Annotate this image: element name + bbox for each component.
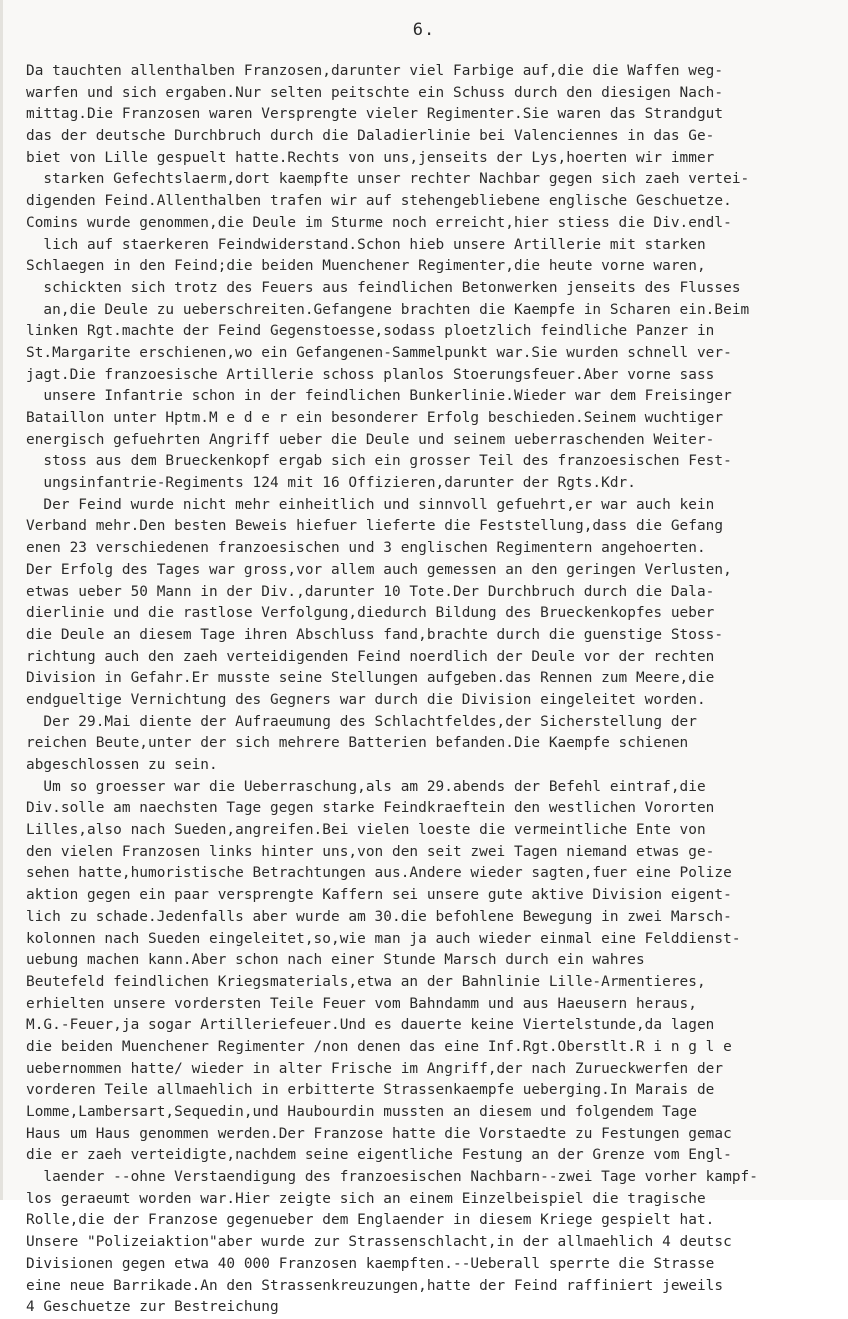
text-line: linken Rgt.machte der Feind Gegenstoesse,sodass ploetzlich feindliche Panzer in [26,323,715,340]
text-line: digenden Feind.Allenthalben trafen wir auf stehengebliebene englische Geschuetze. [26,193,732,210]
text-line: lich zu schade.Jedenfalls aber wurde am 30.die befohlene Bewegung in zwei Marsch- [26,908,732,925]
text-line: lich auf staerkeren Feindwiderstand.Schon hieb unsere Artillerie mit starken [26,236,706,253]
text-line: sehen hatte,humoristische Betrachtungen aus.Andere wieder sagten,fuer eine Polize [26,865,732,882]
text-line: enen 23 verschiedenen franzoesischen und 3 englischen Regimentern angehoerten. [26,540,706,557]
text-line: Verband mehr.Den besten Beweis hiefuer lieferte die Feststellung,dass die Gefang [26,518,724,535]
text-line: die beiden Muenchener Regimenter /non denen das eine Inf.Rgt.Oberstlt.R i n g l e [26,1038,732,1055]
text-line: mittag.Die Franzosen waren Versprengte vieler Regimenter.Sie waren das Strandgut [26,106,724,123]
text-line: richtung auch den zaeh verteidigenden Feind noerdlich der Deule vor der rechten [26,648,715,665]
text-line: abgeschlossen zu sein. [26,757,218,773]
text-line: uebernommen hatte/ wieder in alter Frische im Angriff,der nach Zurueckwerfen der [26,1060,724,1077]
scan-edge-shadow [0,0,3,1200]
text-line: eine neue Barrikade.An den Strassenkreuzungen,hatte der Feind raffiniert jeweils [26,1277,724,1294]
text-line: Lomme,Lambersart,Sequedin,und Haubourdin mussten an diesem und folgendem Tage [26,1104,697,1120]
text-line: warfen und sich ergaben.Nur selten peitschte ein Schuss durch den diesigen Nach- [26,84,724,101]
text-line: an,die Deule zu ueberschreiten.Gefangene brachten die Kaempfe in Scharen ein.Beim [26,301,750,318]
text-line: Rolle,die der Franzose gegenueber dem Englaender in diesem Kriege gespielt hat. [26,1212,715,1229]
text-line: das der deutsche Durchbruch durch die Daladierlinie bei Valenciennes in das Ge- [26,128,715,145]
page-number: 6. [412,20,436,40]
text-line: energisch gefuehrten Angriff ueber die Deule und seinem ueberraschenden Weiter- [26,431,715,448]
text-line: den vielen Franzosen links hinter uns,von den seit zwei Tagen niemand etwas ge- [26,843,715,860]
text-line: unsere Infantrie schon in der feindlichen Bunkerlinie.Wieder war dem Freisinger [26,388,732,405]
text-line: die Deule an diesem Tage ihren Abschluss fand,brachte durch die guenstige Stoss- [26,626,724,643]
text-line: Da tauchten allenthalben Franzosen,darunter viel Farbige auf,die die Waffen weg- [26,63,724,79]
text-line: 4 Geschuetze zur Bestreichung [26,1299,279,1316]
text-line: stoss aus dem Brueckenkopf ergab sich ein grosser Teil des franzoesischen Fest- [26,453,732,470]
text-line: starken Gefechtslaerm,dort kaempfte unser rechter Nachbar gegen sich zaeh vertei- [26,171,750,188]
text-line: Der Erfolg des Tages war gross,vor allem auch gemessen an den geringen Verlusten, [26,561,732,578]
text-line: Comins wurde genommen,die Deule im Sturme noch erreicht,hier stiess die Div.endl- [26,214,732,231]
text-line: reichen Beute,unter der sich mehrere Batterien befanden.Die Kaempfe schienen [26,735,689,752]
text-line: die er zaeh verteidigte,nachdem seine eigentliche Festung an der Grenze vom Engl- [26,1147,732,1164]
text-line: endgueltige Vernichtung des Gegners war durch die Division eingeleitet worden. [26,691,706,708]
text-line: Der Feind wurde nicht mehr einheitlich und sinnvoll gefuehrt,er war auch kein [26,496,715,513]
text-line: jagt.Die franzoesische Artillerie schoss planlos Stoerungsfeuer.Aber vorne sass [26,366,715,383]
text-line: Haus um Haus genommen werden.Der Franzose hatte die Vorstaedte zu Festungen gemac [26,1125,732,1142]
text-line: St.Margarite erschienen,wo ein Gefangenen-Sammelpunkt war.Sie wurden schnell ver- [26,344,732,361]
text-line: laender --ohne Verstaendigung des franzoesischen Nachbarn--zwei Tage vorher kampf- [26,1169,758,1186]
text-line: Div.solle am naechsten Tage gegen starke Feindkraeftein den westlichen Vororten [26,800,715,817]
text-line: los geraeumt worden war.Hier zeigte sich an einem Einzelbeispiel die tragische [26,1190,706,1207]
typed-text-body [26,61,832,1319]
text-line: kolonnen nach Sueden eingeleitet,so,wie man ja auch wieder einmal eine Felddienst- [26,930,741,947]
text-line: Division in Gefahr.Er musste seine Stellungen aufgeben.das Rennen zum Meere,die [26,670,715,687]
text-line: dierlinie und die rastlose Verfolgung,diedurch Bildung des Brueckenkopfes ueber [26,605,715,622]
text-line: aktion gegen ein paar versprengte Kaffern sei unsere gute aktive Division eigent- [26,887,732,904]
text-line: Unsere "Polizeiaktion"aber wurde zur Strassenschlacht,in der allmaehlich 4 deutsc [26,1234,732,1251]
text-line: Lilles,also nach Sueden,angreifen.Bei vielen loeste die vermeintliche Ente von [26,822,706,839]
text-line: biet von Lille gespuelt hatte.Rechts von uns,jenseits der Lys,hoerten wir immer [26,149,715,166]
text-line: erhielten unsere vordersten Teile Feuer vom Bahndamm und aus Haeusern heraus, [26,995,697,1012]
text-line: Beutefeld feindlichen Kriegsmaterials,etwa an der Bahnlinie Lille-Armentieres, [26,973,706,990]
text-line: schickten sich trotz des Feuers aus feindlichen Betonwerken jenseits des Flusses [26,279,741,296]
text-line: vorderen Teile allmaehlich in erbitterte Strassenkaempfe ueberging.In Marais de [26,1082,715,1099]
text-line: M.G.-Feuer,ja sogar Artilleriefeuer.Und es dauerte keine Viertelstunde,da lagen [26,1017,715,1034]
text-line: ungsinfantrie-Regiments 124 mit 16 Offizieren,darunter der Rgts.Kdr. [26,475,636,492]
text-line: Divisionen gegen etwa 40 000 Franzosen kaempften.--Ueberall sperrte die Strasse [26,1255,715,1272]
text-line: Schlaegen in den Feind;die beiden Muenchener Regimenter,die heute vorne waren, [26,258,706,275]
text-line: Bataillon unter Hptm.M e d e r ein besonderer Erfolg beschieden.Seinem wuchtiger [26,410,724,426]
text-line: Um so groesser war die Ueberraschung,als am 29.abends der Befehl eintraf,die [26,778,706,795]
text-line: uebung machen kann.Aber schon nach einer Stunde Marsch durch ein wahres [26,952,645,969]
text-line: Der 29.Mai diente der Aufraeumung des Schlachtfeldes,der Sicherstellung der [26,713,697,730]
text-line: etwas ueber 50 Mann in der Div.,darunter 10 Tote.Der Durchbruch durch die Dala- [26,583,715,600]
